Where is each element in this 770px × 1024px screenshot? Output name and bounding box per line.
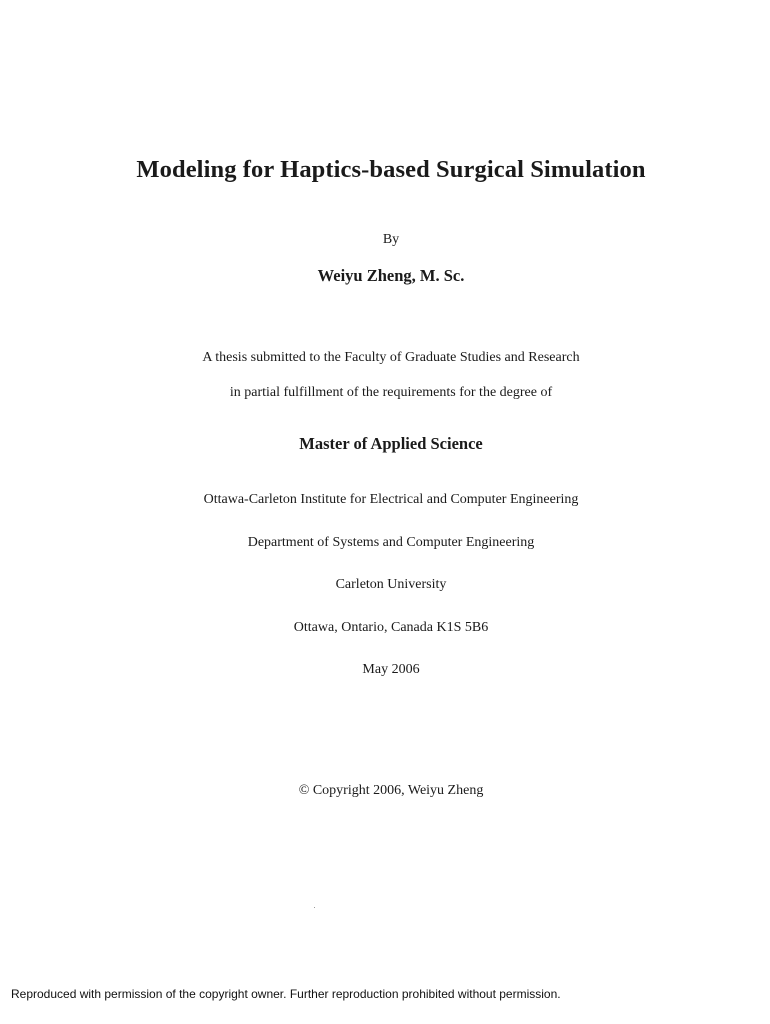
department-name: Department of Systems and Computer Engineering <box>247 535 535 550</box>
submission-statement-line-1: A thesis submitted to the Faculty of Graduate Studies and Research <box>202 350 580 365</box>
location-address: Ottawa, Ontario, Canada K1S 5B6 <box>293 620 489 635</box>
submission-date: May 2006 <box>362 662 420 677</box>
by-label: By <box>382 232 400 247</box>
author-name: Weiyu Zheng, M. Sc. <box>317 266 465 285</box>
university-name: Carleton University <box>335 577 447 592</box>
degree-name: Master of Applied Science <box>299 434 483 453</box>
scan-speck <box>314 907 315 908</box>
copyright-notice: © Copyright 2006, Weiyu Zheng <box>298 783 484 798</box>
submission-statement-line-2: in partial fulfillment of the requirements for the degree of <box>229 385 553 400</box>
reproduction-notice: Reproduced with permission of the copyright owner. Further reproduction prohibited without permission. <box>11 987 561 1001</box>
thesis-title: Modeling for Haptics-based Surgical Simulation <box>136 156 646 183</box>
institute-name: Ottawa-Carleton Institute for Electrical and Computer Engineering <box>203 492 579 507</box>
